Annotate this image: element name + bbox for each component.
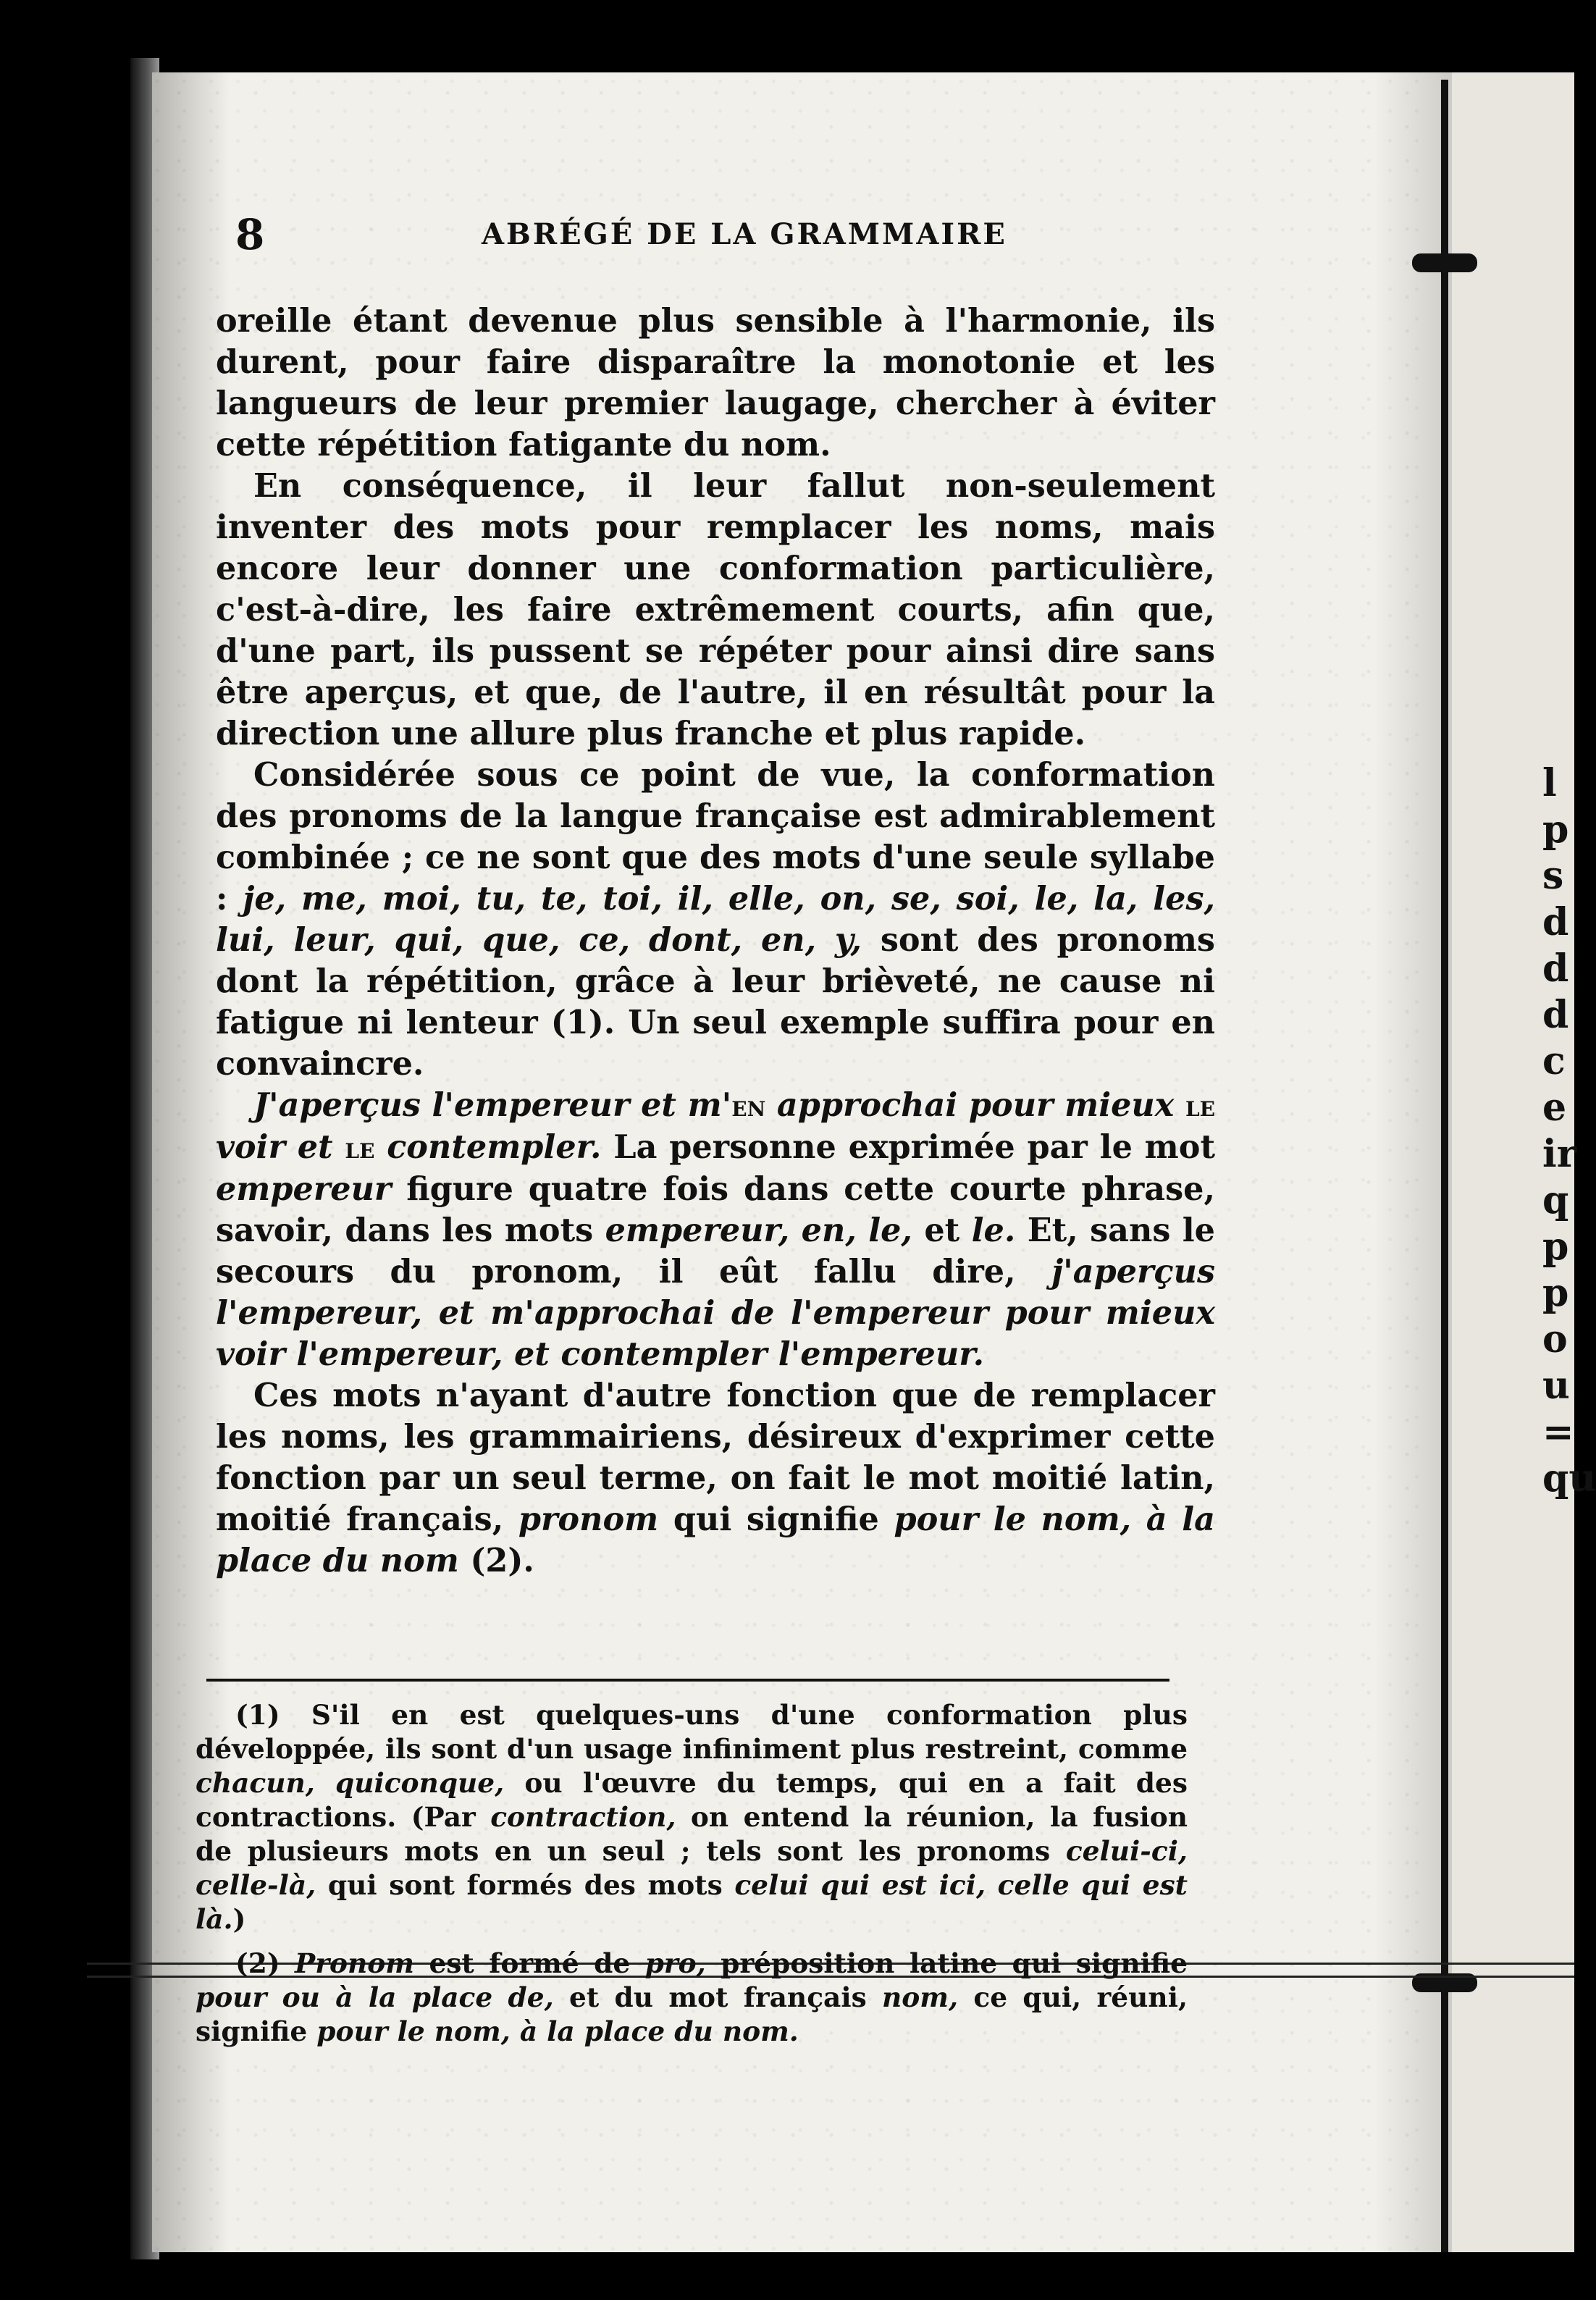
- footnote-2: (2) Pronom est formé de pro, préposition latine qui signifie pour ou à la place de, et du mot français nom, ce qui, réuni, signifie pour le nom, à la place du nom.: [196, 1947, 1188, 2047]
- page-number: 8: [235, 210, 265, 259]
- gutter-line: [1441, 80, 1448, 2252]
- gutter-mark-top: [1412, 253, 1477, 272]
- paragraph-2: En conséquence, il leur fallut non-seulement inventer des mots pour remplacer les noms, mais encore leur donner une conformation particulière, c'est-à-dire, les faire extrêmement courts, afin que, d'une part, ils pussent se répéter pour ainsi dire sans être aperçus, et que, de l'autre, il en résultât pour la direction une allure plus franche et plus rapide.: [216, 467, 1215, 752]
- footnote-1: (1) S'il en est quelques-uns d'une conformation plus développée, ils sont d'un usage infiniment plus restreint, comme chacun, quiconque, ou l'œuvre du temps, qui en a fait des contractions. (Par contraction, on entend la réunion, la fusion de plusieurs mots en un seul ; tels sont les pronoms celui-ci, celle-là, qui sont formés des mots celui qui est ici, celle qui est là.): [196, 1699, 1188, 1935]
- pronoun-list: je, me, moi, tu, te, toi, il, elle, on, se, soi, le, la, les, lui, leur, qui, que, ce, dont, en, y,: [216, 880, 1215, 959]
- paragraph-1: oreille étant devenue plus sensible à l'harmonie, ils durent, pour faire disparaître la monotonie et les langueurs de leur premier laugage, chercher à éviter cette répétition fatigante du nom.: [216, 302, 1215, 463]
- paragraph-3: Considérée sous ce point de vue, la conformation des pronoms de la langue française est admirablement combinée ; ce ne sont que des mots d'une seule syllabe : je, me, moi, tu, te, toi, il, elle, on, se, soi, le, la, les, lui, leur, qui, que, ce, dont, en, y, sont des pronoms dont la répétition, grâce à leur brièveté, ne cause ni fatigue ni lenteur (1). Un seul exemple suffira pour en convaincre.: [216, 756, 1215, 1083]
- paragraph-5: Ces mots n'ayant d'autre fonction que de remplacer les noms, les grammairiens, désireux d'exprimer cette fonction par un seul terme, on fait le mot moitié latin, moitié français, pronom qui signifie pour le nom, à la place du nom (2).: [216, 1377, 1215, 1579]
- facing-page-letters: l p s d d d c e ir q p p o u = qu: [1542, 761, 1596, 1501]
- footnotes: [196, 1698, 1188, 2059]
- running-head: ABRÉGÉ DE LA GRAMMAIRE: [482, 217, 1007, 251]
- footnote-rule: [206, 1679, 1169, 1682]
- paragraph-4: J'aperçus l'empereur et m'en approchai pour mieux le voir et le contempler. La personne exprimée par le mot empereur figure quatre fois dans cette courte phrase, savoir, dans les mots empereur, en, le, et le. Et, sans le secours du pronom, il eût fallu dire, j'aperçus l'empereur, et m'approchai de l'empereur pour mieux voir l'empereur, et contempler l'empereur.: [216, 1086, 1216, 1373]
- main-text: [216, 301, 1215, 1582]
- page-header: [235, 210, 1278, 259]
